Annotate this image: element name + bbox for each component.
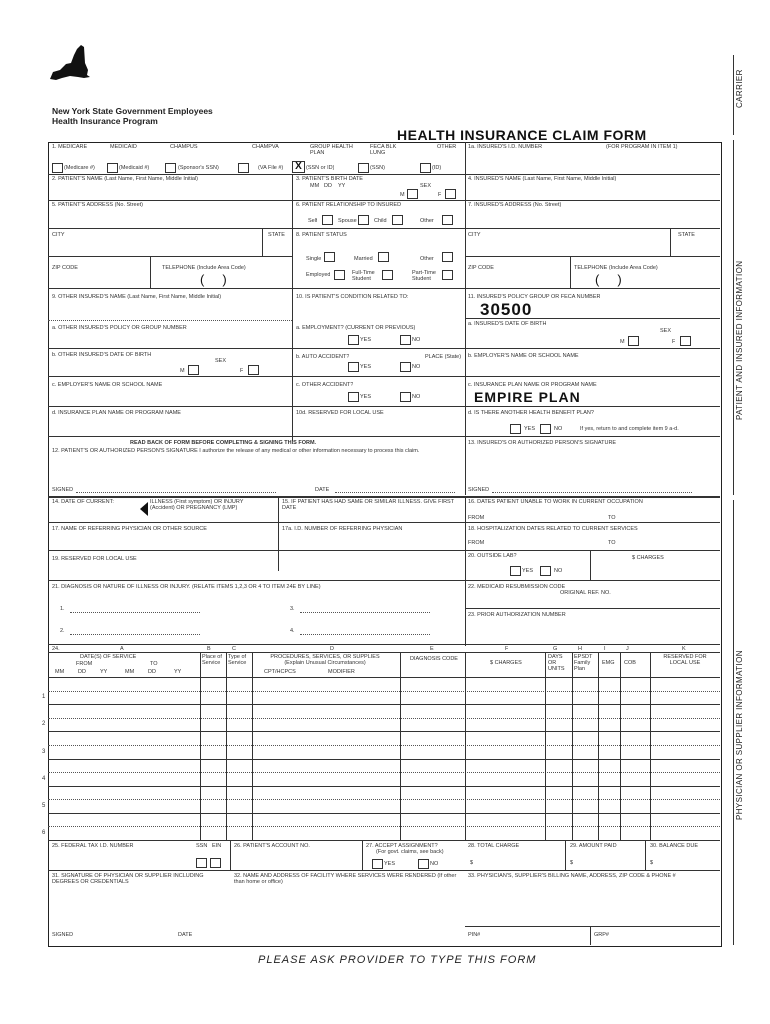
other-checkbox[interactable] [420,163,431,173]
zip-label: ZIP CODE [52,265,78,271]
d-plan-label: d. INSURANCE PLAN NAME OR PROGRAM NAME [52,410,181,416]
physician-signed-label: SIGNED [52,932,74,938]
col-d-label: D [330,646,334,652]
auto-accident-label: b. AUTO ACCIDENT? [296,354,350,360]
other-accident-yes-label: YES [360,394,372,400]
col-a-label: A [120,646,124,652]
telephone-label: TELEPHONE (Include Area Code) [162,265,246,271]
place-state-label: PLACE (State) [425,354,462,360]
nys-map-icon [44,37,92,85]
insured-id-label: 1a. INSURED'S I.D. NUMBER [468,144,543,150]
insured-f-label: F [672,339,676,345]
champva-checkbox[interactable] [238,163,249,173]
id-label: (ID) [432,165,442,171]
yy-label: YY [338,183,346,189]
lab-no-label: NO [554,568,563,574]
ssn-col-label: SSN [196,843,208,849]
ssn-or-id-label: (SSN or ID) [306,165,335,171]
another-plan-label: d. IS THERE ANOTHER HEALTH BENEFIT PLAN? [468,410,594,416]
orig-ref-label: ORIGINAL REF. NO. [560,590,611,596]
other-f-label: F [240,368,244,374]
col-f-label: F [505,646,509,652]
service-from-label: FROM [76,661,93,667]
other-m-label: M [180,368,185,374]
reserved-local-col-label: RESERVED FOR LOCAL USE [663,654,707,666]
accept-yes-checkbox[interactable] [372,859,383,869]
f31-label: 31. SIGNATURE OF PHYSICIAN OR SUPPLIER INCLUDING DEGREES OR CREDENTIALS [52,873,204,885]
col-c-label: C [232,646,236,652]
diag1-label: 1. [60,606,65,612]
patient-status-label: 8. PATIENT STATUS [296,232,347,238]
patient-name-label: 2. PATIENT'S NAME (Last Name, First Name, Middle Initial) [52,176,199,182]
days-units-label: DAYS OR UNITS [548,654,565,672]
medicaid-checkbox[interactable] [107,163,118,173]
another-plan-yes-checkbox[interactable] [510,424,521,434]
org-name-line2: Health Insurance Program [52,116,158,126]
ssn-checkbox[interactable] [196,858,207,868]
other-label: OTHER [437,144,457,150]
city-label: CITY [52,232,65,238]
service-line-number: 4 [42,775,46,782]
grp-label: GRP# [594,932,609,938]
insured-city-label: CITY [468,232,481,238]
medicare-checkbox[interactable] [52,163,63,173]
insured-state-label: STATE [678,232,695,238]
patient-signed-label: SIGNED [52,487,74,493]
side-label-patient: PATIENT AND INSURED INFORMATION [735,260,744,420]
child-checkbox[interactable] [392,215,403,225]
rel-other-checkbox[interactable] [442,215,453,225]
f17-label: 17. NAME OF REFERRING PHYSICIAN OR OTHER SOURCE [52,526,207,532]
employer-label: b. EMPLOYER'S NAME OR SCHOOL NAME [468,353,579,359]
epsdt-label: EPSDT Family Plan [574,654,593,672]
f23-label: 23. PRIOR AUTHORIZATION NUMBER [468,612,566,618]
svc-mm1: MM [55,669,65,675]
diag-code-label: DIAGNOSIS CODE [410,656,458,662]
auth12-text: 12. PATIENT'S OR AUTHORIZED PERSON'S SIGNATURE I authorize the release of any medical or other information necessary to process this claim. [52,448,420,454]
cob-label: COB [624,660,636,666]
f28-dollar: $ [470,860,474,866]
diag4-label: 4. [290,628,295,634]
f30-label: 30. BALANCE DUE [650,843,698,849]
dates-of-service-label: DATE(S) OF SERVICE [80,654,137,660]
married-label: Married [354,256,373,262]
reserved-local-label: 10d. RESERVED FOR LOCAL USE [296,410,384,416]
insured-telephone-parens: ( ) [595,272,622,287]
employment-yes-label: YES [360,337,372,343]
another-plan-no-label: NO [554,426,563,432]
employment-yes-checkbox[interactable] [348,335,359,345]
f32-label: 32. NAME AND ADDRESS OF FACILITY WHERE SERVICES WERE RENDERED (If other than home or office) [234,873,457,885]
physician-date-label: DATE [178,932,193,938]
medicaid-label: MEDICAID [110,144,137,150]
group-health-label: GROUP HEALTH PLAN [310,144,353,156]
birth-date-label: 3. PATIENT'S BIRTH DATE [296,176,363,182]
insured-dob-label: a. INSURED'S DATE OF BIRTH [468,321,547,327]
other-policy-label: a. OTHER INSURED'S POLICY OR GROUP NUMBER [52,325,187,331]
insured-name-label: 4. INSURED'S NAME (Last Name, First Name, Middle Initial) [468,176,617,182]
emg-label: EMG [602,660,615,666]
col-i-label: I [604,646,606,652]
svc-yy2: YY [174,669,182,675]
m-label: M [400,192,405,198]
full-time-label: Full-Time Student [352,270,375,282]
spouse-checkbox[interactable] [358,215,369,225]
sex-m-checkbox[interactable] [407,189,418,199]
charges-col-label: $ CHARGES [490,660,522,666]
policy-group-value: 30500 [480,300,533,319]
another-plan-note: If yes, return to and complete item 9 a-d. [580,426,679,432]
f29-label: 29. AMOUNT PAID [570,843,617,849]
f24-label: 24. [52,646,60,652]
insured-sex-f-checkbox[interactable] [680,336,691,346]
pin-label: PIN# [468,932,481,938]
service-to-label: TO [150,661,158,667]
accept-no-label: NO [430,861,439,867]
employment-no-label: NO [412,337,421,343]
ein-col-label: EIN [212,843,222,849]
service-line-number: 6 [42,830,46,836]
part-time-label: Part-Time Student [412,270,436,282]
footer-instruction: PLEASE ASK PROVIDER TO TYPE THIS FORM [258,954,537,966]
svc-dd1: DD [78,669,86,675]
rel-other-label: Other [420,218,434,224]
insured-m-label: M [620,339,625,345]
another-plan-no-checkbox[interactable] [540,424,551,434]
other-sex-m-checkbox[interactable] [188,365,199,375]
mm-label: MM [310,183,320,189]
insured-sex-m-checkbox[interactable] [628,336,639,346]
insured-telephone-label: TELEPHONE (Include Area Code) [574,265,658,271]
svc-mm2: MM [125,669,135,675]
other-sex-f-checkbox[interactable] [248,365,259,375]
side-label-carrier: CARRIER [735,69,744,108]
champus-checkbox[interactable] [165,163,176,173]
lab-no-checkbox[interactable] [540,566,551,576]
service-line-number: 1 [42,694,46,701]
plan-name-label: c. INSURANCE PLAN NAME OR PROGRAM NAME [468,382,597,388]
insured-zip-label: ZIP CODE [468,265,494,271]
arrow-left-icon [140,502,148,516]
insured-sex-label: SEX [660,328,672,334]
champus-label: CHAMPUS [170,144,198,150]
feca-label: FECA BLK LUNG [370,144,397,156]
medicaid-no-label: (Medicaid #) [119,165,150,171]
f17a-label: 17a. I.D. NUMBER OF REFERRING PHYSICIAN [282,526,403,532]
medicare-no-label: (Medicare #) [64,165,95,171]
part-time-checkbox[interactable] [442,270,453,280]
read-back-notice: READ BACK OF FORM BEFORE COMPLETING & SIGNING THIS FORM. [130,440,317,446]
f-label: F [438,192,442,198]
patient-address-label: 5. PATIENT'S ADDRESS (No. Street) [52,202,144,208]
other-accident-no-label: NO [412,394,421,400]
col-j-label: J [626,646,629,652]
employed-label: Employed [306,272,331,278]
col-e-label: E [430,646,434,652]
f33-label: 33. PHYSICIAN'S, SUPPLIER'S BILLING NAME, ADDRESS, ZIP CODE & PHONE # [468,873,676,879]
va-file-label: (VA File #) [258,165,284,171]
f27-label: 27. ACCEPT ASSIGNMENT? [366,843,438,849]
other-accident-no-checkbox[interactable] [400,392,411,402]
telephone-parens: ( ) [200,272,227,287]
auto-yes-label: YES [360,364,372,370]
side-label-physician: PHYSICIAN OR SUPPLIER INFORMATION [735,650,744,820]
diag3-label: 3. [290,606,295,612]
svc-yy1: YY [100,669,108,675]
insured-address-label: 7. INSURED'S ADDRESS (No. Street) [468,202,562,208]
f18-label: 18. HOSPITALIZATION DATES RELATED TO CURRENT SERVICES [468,526,638,532]
f20-charges-label: $ CHARGES [632,555,664,561]
child-label: Child [374,218,387,224]
f25-label: 25. FEDERAL TAX I.D. NUMBER [52,843,134,849]
col-b-label: B [207,646,211,652]
other-accident-yes-checkbox[interactable] [348,392,359,402]
relationship-label: 6. PATIENT RELATIONSHIP TO INSURED [296,202,402,208]
auth13-text: 13. INSURED'S OR AUTHORIZED PERSON'S SIGNATURE [468,440,617,446]
accept-no-checkbox[interactable] [418,859,429,869]
lab-yes-checkbox[interactable] [510,566,521,576]
auto-yes-checkbox[interactable] [348,362,359,372]
sex-label: SEX [420,183,432,189]
f21-label: 21. DIAGNOSIS OR NATURE OF ILLNESS OR INJURY. (RELATE ITEMS 1,2,3 OR 4 TO ITEM 24E BY LINE) [52,584,321,590]
procedures-label: PROCEDURES, SERVICES, OR SUPPLIES (Explain Unusual Circumstances) [270,654,380,666]
employment-label: a. EMPLOYMENT? (CURRENT OR PREVIOUS) [296,325,416,331]
status-other-checkbox[interactable] [442,252,453,262]
type-service-label: Type of Service [228,654,247,666]
employer-c-label: c. EMPLOYER'S NAME OR SCHOOL NAME [52,382,163,388]
employed-checkbox[interactable] [334,270,345,280]
f16-label: 16. DATES PATIENT UNABLE TO WORK IN CURRENT OCCUPATION [468,499,643,505]
spouse-label: Spouse [338,218,357,224]
full-time-checkbox[interactable] [382,270,393,280]
service-line-number: 5 [42,802,46,809]
f14b-label: ILLNESS (First symptom) OR INJURY (Accident) OR PREGNANCY (LMP) [150,499,244,511]
champva-label: CHAMPVA [252,144,279,150]
status-other-label: Other [420,256,434,262]
single-label: Single [306,256,322,262]
govt-claims-label: (For govt. claims, see back) [376,849,444,855]
f19-label: 19. RESERVED FOR LOCAL USE [52,556,137,562]
employment-no-checkbox[interactable] [400,335,411,345]
auto-no-label: NO [412,364,421,370]
other-accident-label: c. OTHER ACCIDENT? [296,382,354,388]
f14-label: 14. DATE OF CURRENT: [52,499,114,505]
lab-yes-label: YES [522,568,534,574]
form-title: HEALTH INSURANCE CLAIM FORM [397,127,647,143]
f28-label: 28. TOTAL CHARGE [468,843,520,849]
cpt-label: CPT/HCPCS [264,669,296,675]
medicare-label: 1. MEDICARE [52,144,88,150]
insured-signed-label: SIGNED [468,487,490,493]
f22-label: 22. MEDICAID RESUBMISSION CODE [468,584,566,590]
program-item-label: (FOR PROGRAM IN ITEM 1) [606,144,678,150]
org-name-line1: New York State Government Employees [52,106,213,116]
diag2-label: 2. [60,628,65,634]
other-sex-label: SEX [215,358,227,364]
single-checkbox[interactable] [324,252,335,262]
f16-to-label: TO [608,515,616,521]
self-checkbox[interactable] [322,215,333,225]
col-k-label: K [682,646,686,652]
policy-group-label: 11. INSURED'S POLICY GROUP OR FECA NUMBER [468,294,601,300]
other-dob-label: b. OTHER INSURED'S DATE OF BIRTH [52,352,152,358]
other-insured-label: 9. OTHER INSURED'S NAME (Last Name, First Name, Middle Initial) [52,294,222,300]
f18-from-label: FROM [468,540,485,546]
f16-from-label: FROM [468,515,485,521]
f29-dollar: $ [570,860,574,866]
service-line-number: 2 [42,721,46,728]
group-health-checkbox[interactable]: X [292,161,305,173]
service-line-number: 3 [42,748,46,755]
feca-checkbox[interactable] [358,163,369,173]
f15-label: 15. IF PATIENT HAS HAD SAME OR SIMILAR ILLNESS. GIVE FIRST DATE [282,499,454,511]
col-g-label: G [553,646,558,652]
auto-no-checkbox[interactable] [400,362,411,372]
col-h-label: H [578,646,582,652]
f26-label: 26. PATIENT'S ACCOUNT NO. [234,843,310,849]
f18-to-label: TO [608,540,616,546]
f30-dollar: $ [650,860,654,866]
plan-name-value: EMPIRE PLAN [474,389,581,405]
sex-f-checkbox[interactable] [445,189,456,199]
patient-date-label: DATE [315,487,330,493]
self-label: Self [308,218,318,224]
svc-dd2: DD [148,669,156,675]
ein-checkbox[interactable] [210,858,221,868]
condition-label: 10. IS PATIENT'S CONDITION RELATED TO: [296,294,409,300]
modifier-label: MODIFIER [328,669,355,675]
accept-yes-label: YES [384,861,396,867]
f20-label: 20. OUTSIDE LAB? [468,553,517,559]
ssn-label: (SSN) [370,165,385,171]
dd-label: DD [324,183,332,189]
state-label: STATE [268,232,285,238]
married-checkbox[interactable] [378,252,389,262]
another-plan-yes-label: YES [524,426,536,432]
place-service-label: Place of Service [202,654,222,666]
sponsor-ssn-label: (Sponsor's SSN) [178,165,219,171]
